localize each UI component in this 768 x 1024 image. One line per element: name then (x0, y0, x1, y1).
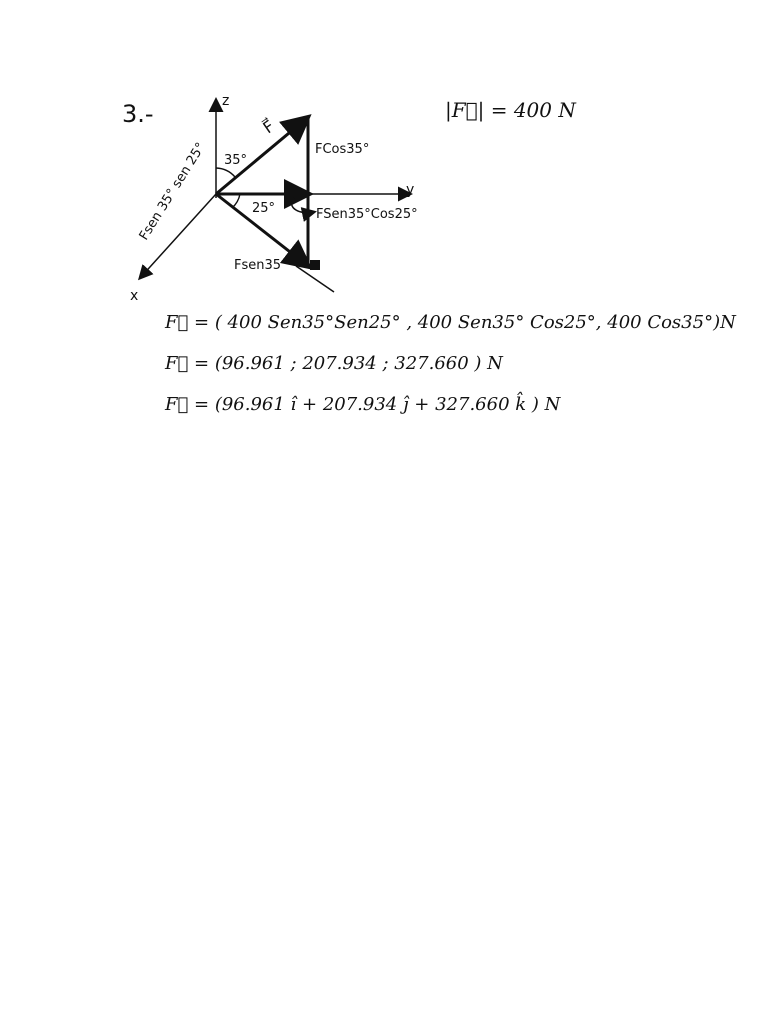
angle-25-arc (232, 194, 240, 208)
fcos35-label: FCos35° (315, 142, 370, 157)
angle-35-label: 35° (224, 153, 248, 168)
x-axis-label: x (130, 288, 139, 304)
equation-line-3: F⃗ = (96.961 î + 207.934 ĵ + 327.660 k̂ ) N (165, 394, 561, 415)
angle-35-arc (216, 168, 235, 177)
problem-number: 3.- (122, 100, 154, 128)
fsen35-label: Fsen35° (234, 258, 288, 273)
foot-marker (310, 260, 320, 270)
angle-25-label: 25° (252, 201, 276, 216)
force-vector-label: F⃗ (259, 116, 278, 138)
fsen35sen25-label: Fsen 35° sen 25° (136, 140, 209, 244)
z-axis-label: z (222, 93, 230, 109)
y-component-callout (292, 198, 314, 213)
y-axis-label: y (406, 182, 415, 198)
fsen35cos25-label: FSen35°Cos25° (316, 207, 418, 222)
equation-line-2: F⃗ = (96.961 ; 207.934 ; 327.660 ) N (165, 353, 503, 374)
force-magnitude: |F⃗| = 400 N (445, 98, 576, 122)
equation-line-1: F⃗ = ( 400 Sen35°Sen25° , 400 Sen35° Cos25°, 400 Cos35°)N (165, 312, 736, 333)
force-vector-diagram (120, 90, 450, 310)
